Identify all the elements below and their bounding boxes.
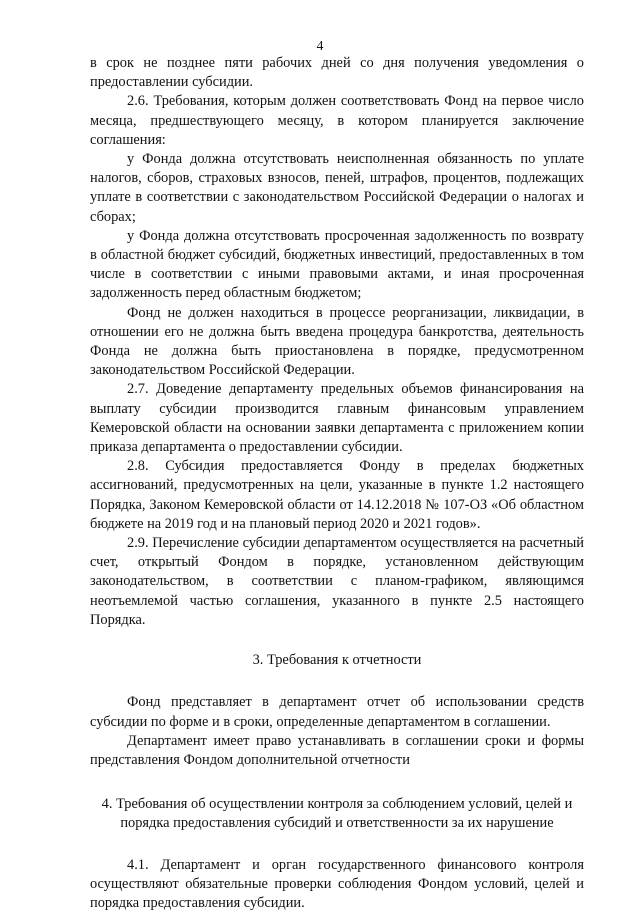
paragraph-4-1: 4.1. Департамент и орган государственного финансового контроля осуществляют обязательные проверки соблюдения Фондом условий, целей и порядка предоставления субсидии. (90, 856, 584, 911)
paragraph-2-7: 2.7. Доведение департаменту предельных объемов финансирования на выплату субсидии производится главным финансовым управлением Кемеровской области на основании заявки департамента с приложением копии приказа департамента о предоставлении субсидии. (90, 381, 584, 456)
paragraph: Фонд не должен находиться в процессе реорганизации, ликвидации, в отношении его не должна быть введена процедура банкротства, деятельность Фонда не должна быть приостановлена в порядке, предусмотренном законодательством Российской Федерации. (90, 304, 584, 379)
paragraph-2-8: 2.8. Субсидия предоставляется Фонду в пределах бюджетных ассигнований, предусмотренных на цели, указанные в пункте 1.2 настоящего Порядка, Законом Кемеровской области от 14.12.2018 № 107-ОЗ «Об областном бюджете на 2019 год и на плановый период 2020 и 2021 годов». (90, 458, 584, 532)
paragraph-2-9: 2.9. Перечисление субсидии департаментом осуществляется на расчетный счет, открытый Фондом в порядке, установленном действующим законодательством, в соответствии с планом-графиком, являющимся неотъемлемой частью соглашения, указанного в пункте 2.5 настоящего Порядка. (90, 535, 584, 628)
paragraph: у Фонда должна отсутствовать неисполненная обязанность по уплате налогов, сборов, страховых взносов, пеней, штрафов, процентов, подлежащих уплате в соответствии с законодательством Российской Федерации о налогах и сборах; (90, 151, 584, 225)
paragraph: в срок не позднее пяти рабочих дней со дня получения уведомления о предоставлении субсидии. (90, 55, 584, 91)
section-4-heading: 4. Требования об осуществлении контроля за соблюдением условий, целей и порядка предоставления субсидий и ответственности за их нарушение (101, 796, 573, 832)
paragraph: Департамент имеет право устанавливать в соглашении сроки и формы представления Фондом дополнительной отчетности (90, 732, 584, 768)
document-body (90, 54, 584, 913)
page-number: 4 (316, 38, 324, 53)
paragraph: Фонд представляет в департамент отчет об использовании средств субсидии по форме и в сроки, определенные департаментом в соглашении. (90, 694, 584, 730)
paragraph: у Фонда должна отсутствовать просроченная задолженность по возврату в областной бюджет субсидий, бюджетных инвестиций, предоставленных в том числе в соответствии с иными правовыми актами, и иная просроченная задолженность перед областным бюджетом; (90, 227, 584, 302)
section-3-heading: 3. Требования к отчетности (252, 652, 422, 669)
paragraph-2-6: 2.6. Требования, которым должен соответствовать Фонд на первое число месяца, предшествующего месяцу, в котором планируется заключение соглашения: (90, 93, 584, 148)
